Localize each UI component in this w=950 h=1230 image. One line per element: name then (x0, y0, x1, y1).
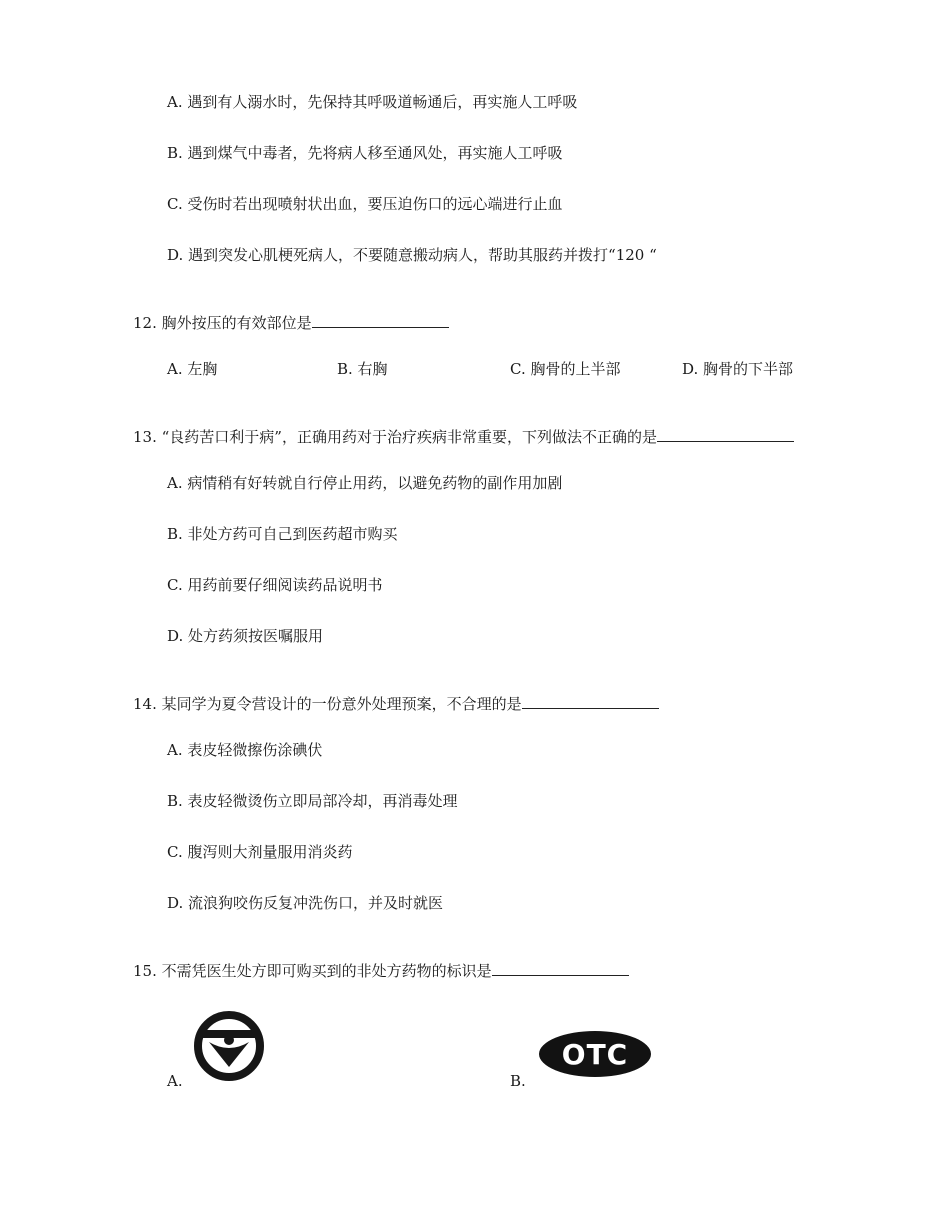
q13-option-b: B. 非处方药可自己到医药超市购买 (167, 525, 398, 543)
q13-option-c: C. 用药前要仔细阅读药品说明书 (167, 576, 383, 594)
q13-stem (133, 427, 794, 447)
q12-stem-text: 12. 胸外按压的有效部位是 (133, 314, 312, 332)
q13-stem-text: 13. “良药苦口利于病”，正确用药对于治疗疾病非常重要，下列做法不正确的是 (133, 428, 657, 446)
q11-option-b: B. 遇到煤气中毒者，先将病人移至通风处，再实施人工呼吸 (167, 144, 563, 162)
otc-logo-icon (537, 1029, 653, 1079)
q13-option-a: A. 病情稍有好转就自行停止用药，以避免药物的副作用加剧 (167, 474, 563, 492)
q15-answer-blank (492, 961, 629, 976)
q12-answer-blank (312, 313, 449, 328)
q12-option-b: B. 右胸 (337, 360, 388, 378)
q13-option-d: D. 处方药须按医嘱服用 (167, 627, 324, 645)
green-food-logo-icon (192, 1009, 266, 1083)
q11-option-d: D. 遇到突发心肌梗死病人，不要随意搬动病人，帮助其服药并拨打“120 “ (167, 246, 657, 264)
q14-answer-blank (522, 694, 659, 709)
otc-logo-text: OTC (561, 1038, 629, 1071)
q12-option-d: D. 胸骨的下半部 (682, 360, 794, 378)
q15-option-b-label: B. (510, 1072, 526, 1090)
q15-option-a-label: A. (167, 1072, 183, 1090)
q14-option-d: D. 流浪狗咬伤反复冲洗伤口，并及时就医 (167, 894, 444, 912)
q14-option-b: B. 表皮轻微烫伤立即局部冷却，再消毒处理 (167, 792, 458, 810)
q14-option-c: C. 腹泻则大剂量服用消炎药 (167, 843, 353, 861)
q12-stem (133, 313, 449, 333)
q15-stem-text: 15. 不需凭医生处方即可购买到的非处方药物的标识是 (133, 962, 492, 980)
q14-stem (133, 694, 659, 714)
q15-stem (133, 961, 629, 981)
q12-option-c: C. 胸骨的上半部 (510, 360, 621, 378)
q14-option-a: A. 表皮轻微擦伤涂碘伏 (167, 741, 323, 759)
q13-answer-blank (657, 427, 794, 442)
q12-option-a: A. 左胸 (167, 360, 218, 378)
q11-option-a: A. 遇到有人溺水时，先保持其呼吸道畅通后，再实施人工呼吸 (167, 93, 578, 111)
q14-stem-text: 14. 某同学为夏令营设计的一份意外处理预案，不合理的是 (133, 695, 522, 713)
q11-option-c: C. 受伤时若出现喷射状出血，要压迫伤口的远心端进行止血 (167, 195, 563, 213)
